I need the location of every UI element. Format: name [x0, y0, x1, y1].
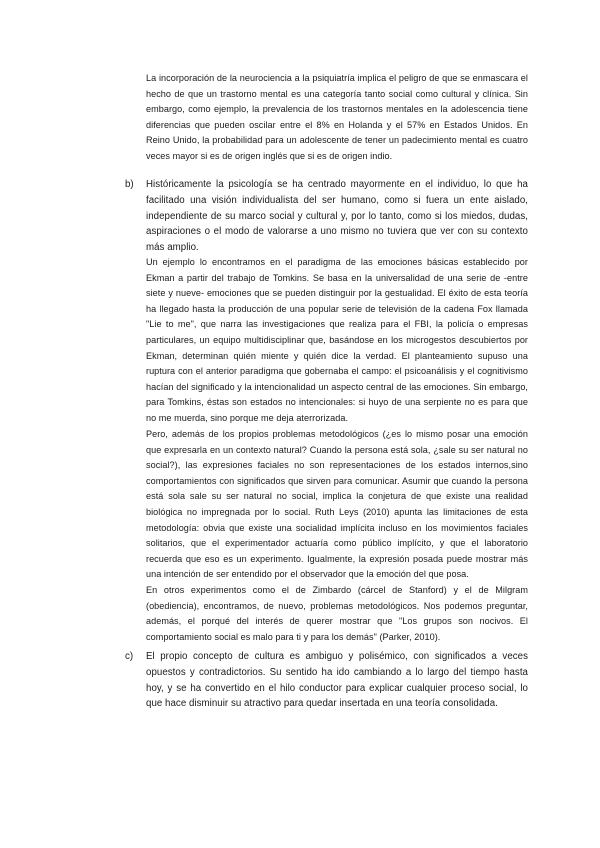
list-marker-c: c) — [125, 651, 134, 662]
list-marker-b: b) — [125, 179, 134, 190]
paragraph-methodological-problems: Pero, además de los propios problemas metodológicos (¿es lo mismo posar una emoción que expresarla en un contexto natural? Cuando la persona está sola, ¿sale su ser natural no social?), las expresiones faciales no son representaciones de los estados internos,sino comportamientos con significados que sirven para comunicar. Asumir que cuando la persona está sola sale su ser natural no social, implica la conjetura de que existe una realidad biológica no impregnada por lo social. Ruth Leys (2010) apunta las limitaciones de esta metodología: obvia que existe una socialidad implícita incluso en los movimientos faciales solitarios, que el experimentador actuaría como público implícito, y que el laboratorio recuerda que eso es un experimento. Igualmente, la expresión posada puede mostrar más una intención de ser entendido por el observador que la emoción del que posa. — [146, 429, 528, 580]
paragraph-zimbardo-milgram: En otros experimentos como el de Zimbardo (cárcel de Stanford) y el de Milgram (obediencia), encontramos, de nuevo, problemas metodológicos. Nos podemos preguntar, además, el porqué del interés de querer mostrar que "Los grupos son nocivos. El comportamiento social es malo para ti y para los demás" (Parker, 2010). — [146, 585, 528, 642]
list-item-c-text: El propio concepto de cultura es ambiguo y polisémico, con significados a veces opuestos y contradictorios. Su sentido ha ido cambiando a lo largo del tiempo hasta hoy, y se ha convertido en el hilo conductor para explicar cualquier proceso social, lo que hace disminuir su atractivo para quedar insertada en una teoría consolidada. — [146, 651, 528, 710]
paragraph-basic-emotions-ekman: Un ejemplo lo encontramos en el paradigma de las emociones básicas establecido por Ekman a partir del trabajo de Tomkins. Se basa en la universalidad de una serie de -entre siete y nueve- emociones que se pueden distinguir por la gestualidad. El éxito de esta teoría ha llegado hasta la producción de una popular serie de televisión de la cadena Fox llamada "Lie to me", que narra las investigaciones que realiza para el FBI, la policía o empresas particulares, un equipo multidisciplinar que, basándose en los microgestos descubiertos por Ekman, determinan quién miente y quién dice la verdad. El planteamiento supuso una ruptura con el anterior paradigma que gobernaba el campo: el psicoanálisis y el cognitivismo hacían del significado y la intencionalidad un aspecto central de las emociones. Sin embargo, para Tomkins, éstas son estados no intencionales: si huyo de una serpiente no es para que no me muerda, sino porque me deja aterrorizada. — [146, 257, 528, 423]
list-item-b-text: Históricamente la psicología se ha centrado mayormente en el individuo, lo que ha facilitado una visión individualista del ser humano, como si fuera un ente aislado, independiente de su marco social y cultural y, por lo tanto, como si los miedos, dudas, aspiraciones o el modo de valorarse a uno mismo no tuviera que ver con su contexto más amplio. — [146, 179, 528, 254]
paragraph-neuroscience-psychiatry: La incorporación de la neurociencia a la psiquiatría implica el peligro de que se enmascara el hecho de que un trastorno mental es una categoría tanto social como cultural y clínica. Sin embargo, como ejemplo, la prevalencia de los trastornos mentales en la adolescencia tiene diferencias que pueden oscilar entre el 8% en Holanda y el 57% en Estados Unidos. En Reino Unido, la probabilidad para un adolescente de tener un padecimiento mental es cuatro veces mayor si es de origen inglés que si es de origen indio. — [146, 73, 528, 161]
